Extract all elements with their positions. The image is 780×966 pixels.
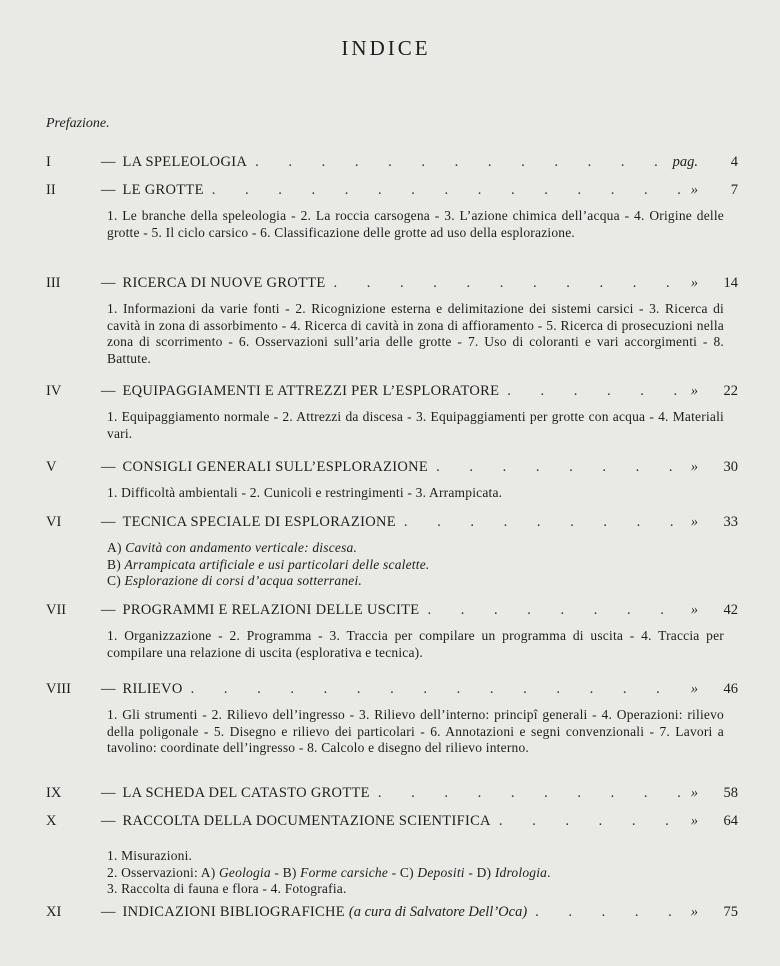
chapter-title[interactable]: RILIEVO xyxy=(122,681,183,697)
ditto-mark: » xyxy=(690,785,698,801)
toc-entry-8[interactable] xyxy=(46,680,738,757)
page-number: 33 xyxy=(723,514,738,530)
chapter-number: V xyxy=(46,459,57,475)
dot-leader xyxy=(436,458,683,476)
toc-entry-4[interactable] xyxy=(46,382,738,442)
dot-leader xyxy=(378,784,683,802)
contents-item xyxy=(107,540,724,557)
chapter-author: (a cura di Salvatore Dell’Oca) xyxy=(348,904,528,920)
toc-entry-10[interactable] xyxy=(46,812,738,898)
toc-entry-1[interactable] xyxy=(46,153,738,171)
ditto-mark: » xyxy=(690,514,698,530)
contents-item xyxy=(107,573,724,590)
page-number: 4 xyxy=(730,154,738,170)
chapter-title[interactable]: LA SCHEDA DEL CATASTO GROTTE xyxy=(122,785,370,801)
page-number: 7 xyxy=(730,182,738,198)
chapter-contents xyxy=(107,301,724,367)
item-prefix: A) xyxy=(107,540,122,555)
ditto-mark: » xyxy=(690,813,698,829)
chapter-title[interactable]: RACCOLTA DELLA DOCUMENTAZIONE SCIENTIFICA xyxy=(122,813,491,829)
dot-leader xyxy=(535,903,683,921)
chapter-number: IV xyxy=(46,383,62,399)
ditto-mark: » xyxy=(690,602,698,618)
toc-entry-2[interactable] xyxy=(46,181,738,241)
page-number: 58 xyxy=(723,785,738,801)
ditto-mark: » xyxy=(690,275,698,291)
chapter-number: II xyxy=(46,182,56,198)
contents-text: 1. Difficoltà ambientali - 2. Cunicoli e restringimenti - 3. Arrampicata. xyxy=(107,485,503,500)
ditto-mark: » xyxy=(690,383,698,399)
contents-line: 3. Raccolta di fauna e flora - 4. Fotografia. xyxy=(107,881,347,896)
chapter-title[interactable]: LE GROTTE xyxy=(122,182,204,198)
toc-entry-11[interactable] xyxy=(46,903,738,921)
contents-text: 1. Gli strumenti - 2. Rilievo dell’ingresso - 3. Rilievo dell’interno: principî generali - 4. Operazioni: rilievo della poligonale - 5. Disegno e rilievo dei particolari - 6. Annotazioni e segni convenzionali - 7. Lavori a tavolino: coordinate dell’ingresso - 8. Calcolo e disegno del rilievo interno. xyxy=(107,707,724,755)
contents-line: 1. Misurazioni. xyxy=(107,848,193,863)
dot-leader xyxy=(499,812,683,830)
chapter-number: IX xyxy=(46,785,62,801)
dash: — xyxy=(101,275,116,291)
chapter-number: I xyxy=(46,154,51,170)
item-prefix: C) xyxy=(107,573,121,588)
chapter-title[interactable]: CONSIGLI GENERALI SULL’ESPLORAZIONE xyxy=(122,459,429,475)
chapter-contents xyxy=(107,628,724,661)
page-number: 46 xyxy=(723,681,738,697)
item-text: Esplorazione di corsi d’acqua sotterranei. xyxy=(124,573,362,588)
contents-item xyxy=(107,557,724,574)
chapter-contents xyxy=(107,540,724,590)
page-number: 22 xyxy=(723,383,738,399)
chapter-number: X xyxy=(46,813,57,829)
chapter-title[interactable]: LA SPELEOLOGIA xyxy=(122,154,248,170)
contents-text: 1. Informazioni da varie fonti - 2. Ricognizione esterna e delimitazione dei sistemi carsici - 3. Ricerca di cavità in zona di assorbimento - 4. Ricerca di cavità in zona di affioramento - 5. Ricerca di prosecuzioni nella zona di scorrimento - 6. Osservazioni sull’aria delle grotte - 7. Uso di coloranti e vari accorgimenti - 8. Battute. xyxy=(107,301,724,366)
contents-line: 2. Osservazioni: A) Geologia - B) Forme carsiche - C) Depositi - D) Idrologia. xyxy=(107,864,551,880)
ditto-mark: » xyxy=(690,182,698,198)
contents-text: 1. Organizzazione - 2. Programma - 3. Traccia per compilare un programma di uscita - 4. Traccia per compilare una relazione di uscita (esplorativa e tecnica). xyxy=(107,628,724,660)
chapter-contents xyxy=(107,409,724,442)
preface-link[interactable]: Prefazione. xyxy=(46,116,110,131)
chapter-title[interactable]: TECNICA SPECIALE DI ESPLORAZIONE xyxy=(122,514,396,530)
chapter-contents xyxy=(107,707,724,757)
chapter-title[interactable]: EQUIPAGGIAMENTI E ATTREZZI PER L’ESPLORATORE xyxy=(122,383,500,399)
dash: — xyxy=(101,383,116,399)
page-number: 30 xyxy=(723,459,738,475)
dot-leader xyxy=(191,680,683,698)
ditto-mark: » xyxy=(690,459,698,475)
ditto-mark: » xyxy=(690,904,698,920)
chapter-contents xyxy=(107,485,724,502)
dash: — xyxy=(101,904,116,920)
dash: — xyxy=(101,681,116,697)
ditto-mark: » xyxy=(690,681,698,697)
toc-entry-6[interactable] xyxy=(46,513,738,590)
item-prefix: B) xyxy=(107,556,121,572)
page-number: 14 xyxy=(723,275,738,291)
dot-leader xyxy=(507,382,682,400)
dash: — xyxy=(101,602,116,618)
dash: — xyxy=(101,813,116,829)
dash: — xyxy=(101,514,116,530)
chapter-number: VIII xyxy=(46,681,71,697)
page-number: 64 xyxy=(723,813,738,829)
dot-leader xyxy=(212,181,683,199)
item-text: Cavità con andamento verticale: discesa. xyxy=(125,540,358,555)
dot-leader xyxy=(334,274,683,292)
page-label: pag. xyxy=(672,154,698,170)
chapter-title[interactable]: INDICAZIONI BIBLIOGRAFICHE (a cura di Salvatore Dell’Oca) xyxy=(122,904,528,920)
dot-leader xyxy=(404,513,683,531)
chapter-title[interactable]: RICERCA DI NUOVE GROTTE xyxy=(122,275,326,291)
toc-entry-9[interactable] xyxy=(46,784,738,802)
chapter-contents xyxy=(107,208,724,241)
chapter-title[interactable]: PROGRAMMI E RELAZIONI DELLE USCITE xyxy=(122,602,420,618)
dot-leader xyxy=(255,153,665,171)
page-number: 42 xyxy=(723,602,738,618)
dash: — xyxy=(101,182,116,198)
dash: — xyxy=(101,785,116,801)
page-number: 75 xyxy=(723,904,738,920)
toc-entry-7[interactable] xyxy=(46,601,738,661)
page-title: INDICE xyxy=(341,36,431,60)
contents-text: 1. Le branche della speleologia - 2. La roccia carsogena - 3. L’azione chimica dell’acqua - 4. Origine delle grotte - 5. Il ciclo carsico - 6. Classificazione delle grotte ad uso della esplorazione. xyxy=(107,208,724,240)
dash: — xyxy=(101,459,116,475)
item-text: Arrampicata artificiale e usi particolari delle scalette. xyxy=(124,556,430,572)
chapter-number: XI xyxy=(46,904,62,920)
chapter-contents xyxy=(107,848,724,898)
chapter-number: VI xyxy=(46,514,62,530)
chapter-number: VII xyxy=(46,602,67,618)
dash: — xyxy=(101,154,116,170)
dot-leader xyxy=(427,601,682,619)
toc-entry-5[interactable] xyxy=(46,458,738,502)
chapter-number: III xyxy=(46,275,61,291)
contents-text: 1. Equipaggiamento normale - 2. Attrezzi da discesa - 3. Equipaggiamenti per grotte con acqua - 4. Materiali vari. xyxy=(107,409,724,441)
toc-entry-3[interactable] xyxy=(46,274,738,367)
